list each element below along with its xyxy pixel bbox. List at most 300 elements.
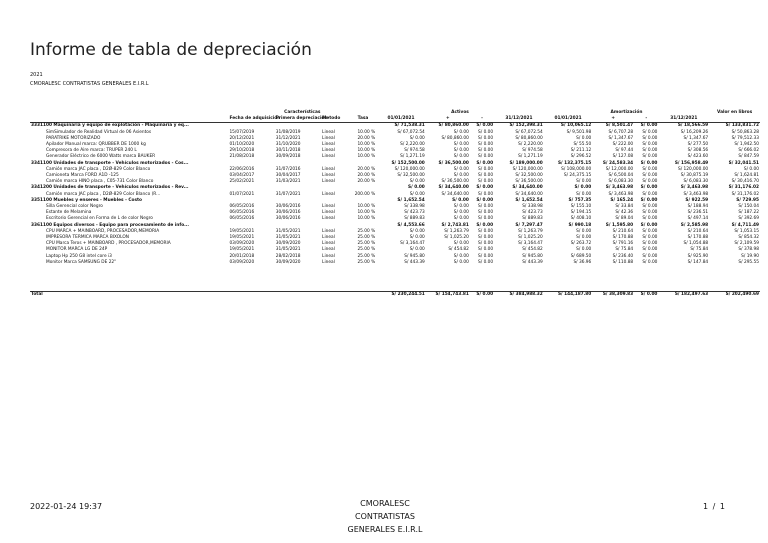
group-name: 3341100 Unidades de transporte - Vehículos motorizados - Cos... [31, 160, 189, 166]
cell-amortizacion-fin: S/ 423.60 [687, 154, 709, 160]
cell-amortizacion-fin: S/ 277.50 [687, 142, 709, 148]
cell-activos-menos: S/ 0.00 [478, 129, 494, 135]
cell-valor-libros: S/ 1,053.15 [734, 228, 759, 234]
cell-amortizacion-inicio: S/ 0.00 [576, 191, 592, 197]
cell-activos-inicio: S/ 974.58 [404, 148, 425, 154]
cell-valor-libros: S/ 19.90 [741, 253, 759, 259]
cell-fecha-adquisicion: 25/02/2021 [229, 179, 255, 185]
cell-tasa: 25.00 % [357, 247, 376, 253]
cell-tasa: 10.00 % [357, 216, 376, 222]
cell-activos-inicio: S/ 0.00 [409, 191, 425, 197]
cell-primera-depreciacion: 31/10/2020 [275, 142, 301, 148]
group-total-activos-mas: S/ 80,860.00 [438, 123, 469, 129]
group-total-amortizacion-mas: S/ 24,583.34 [602, 160, 634, 166]
page-separator: / [712, 502, 716, 511]
group-total-activos-mas: S/ 34,640.00 [438, 185, 469, 191]
cell-tasa: 10.00 % [357, 210, 376, 216]
cell-description: Generador Eléctrico de 6000 Watts marca BAUKER [46, 154, 156, 160]
cell-activos-fin: S/ 34,640.00 [515, 191, 543, 197]
group-total-amortizacion-fin: S/ 156,958.49 [674, 160, 709, 166]
cell-amortizacion-inicio: S/ 9,501.98 [566, 129, 592, 135]
cell-description: Escritorio Gerencial en Forma de L de color Negro [46, 216, 153, 222]
cell-description: Laptop Hp 250 G8 intel core i3 [46, 253, 112, 259]
cell-fecha-adquisicion: 20/01/2018 [229, 253, 255, 259]
cell-primera-depreciacion: 31/07/2016 [275, 166, 301, 172]
cell-fecha-adquisicion: 03/04/2017 [229, 173, 255, 179]
cell-activos-inicio: S/ 423.73 [404, 210, 425, 216]
group-total-amortizacion-inicio: S/ 10,065.12 [560, 123, 592, 129]
cell-tasa: 20.00 % [357, 179, 376, 185]
cell-activos-mas: S/ 36,500.00 [441, 179, 469, 185]
cell-metodo: Lineal [322, 166, 335, 172]
cell-primera-depreciacion: 31/05/2021 [275, 228, 301, 234]
group-total-activos-menos: S/ 0.00 [476, 123, 494, 129]
cell-amortizacion-menos: S/ 0.00 [642, 253, 658, 259]
cell-description: IMPRESORA TERMICA MARCA BIXOLON [46, 235, 129, 241]
cell-description: PARATRIKE MOTORIZADO [46, 135, 101, 141]
cell-activos-menos: S/ 0.00 [478, 259, 494, 265]
cell-amortizacion-mas: S/ 33.84 [615, 204, 634, 210]
header-valor-libros: Valor en libros [717, 110, 753, 115]
cell-activos-menos: S/ 0.00 [478, 191, 494, 197]
group-total-activos-mas: S/ 0.00 [452, 197, 469, 203]
cell-amortizacion-inicio: S/ 689.50 [570, 253, 592, 259]
column-header-row [30, 116, 760, 123]
cell-amortizacion-menos: S/ 0.00 [642, 228, 658, 234]
cell-amortizacion-menos: S/ 0.00 [642, 216, 658, 222]
cell-metodo: Lineal [322, 173, 335, 179]
header-caracteristicas: Características [284, 110, 321, 115]
grand-total-activos-inicio: S/ 230,244.51 [376, 291, 426, 298]
col-activos-mas: + [426, 116, 470, 123]
cell-amortizacion-fin: S/ 308.56 [687, 148, 709, 154]
group-total-activos-fin: S/ 152,398.31 [509, 123, 543, 129]
group-total-valor-libros: S/ 133,831.72 [725, 123, 759, 129]
cell-amortizacion-menos: S/ 0.00 [642, 210, 658, 216]
cell-primera-depreciacion: 31/03/2021 [275, 179, 301, 185]
cell-metodo: Lineal [322, 142, 335, 148]
cell-amortizacion-menos: S/ 0.00 [642, 154, 658, 160]
cell-activos-mas: S/ 1,263.79 [444, 228, 469, 234]
group-total-activos-fin: S/ 189,000.00 [509, 160, 543, 166]
cell-fecha-adquisicion: 06/05/2016 [229, 210, 255, 216]
cell-activos-mas: S/ 0.00 [453, 204, 469, 210]
cell-valor-libros: S/ 79,512.33 [731, 135, 759, 141]
group-total-valor-libros: S/ 4,711.49 [731, 222, 759, 228]
col-activos-fin: 31/12/2021 [494, 116, 544, 123]
group-total-valor-libros: S/ 729.95 [736, 197, 759, 203]
cell-amortizacion-fin: S/ 3,463.98 [683, 191, 709, 197]
cell-fecha-adquisicion: 29/10/2018 [229, 148, 255, 154]
group-total-activos-inicio: S/ 152,500.00 [391, 160, 425, 166]
group-total-activos-fin: S/ 7,297.47 [515, 222, 543, 228]
cell-amortizacion-fin: S/ 925.90 [687, 253, 709, 259]
cell-fecha-adquisicion: 06/05/2016 [229, 216, 255, 222]
group-total-amortizacion-inicio: S/ 132,375.15 [557, 160, 592, 166]
cell-activos-fin: S/ 423.73 [522, 210, 543, 216]
group-total-activos-inicio: S/ 4,553.66 [397, 222, 425, 228]
cell-amortizacion-menos: S/ 0.00 [642, 135, 658, 141]
cell-fecha-adquisicion: 19/05/2021 [229, 228, 255, 234]
cell-activos-menos: S/ 0.00 [478, 204, 494, 210]
cell-activos-fin: S/ 80,860.00 [515, 135, 543, 141]
cell-description: SimSimulador de Realidad Virtual de 06 Asientos [46, 129, 152, 135]
cell-amortizacion-inicio: S/ 0.00 [576, 179, 592, 185]
cell-activos-fin: S/ 1,271.19 [518, 154, 543, 160]
cell-metodo: Lineal [322, 154, 335, 160]
cell-amortizacion-inicio: S/ 0.00 [576, 247, 592, 253]
cell-tasa: 25.00 % [357, 241, 376, 247]
cell-activos-fin: S/ 1,025.20 [518, 235, 543, 241]
cell-activos-fin: S/ 338.98 [522, 204, 543, 210]
group-total-amortizacion-menos: S/ 0.00 [640, 185, 658, 191]
cell-fecha-adquisicion: 01/07/2021 [229, 191, 255, 197]
cell-amortizacion-inicio: S/ 194.15 [570, 210, 592, 216]
cell-activos-fin: S/ 454.82 [522, 247, 543, 253]
group-total-activos-inicio: S/ 1,652.54 [397, 197, 425, 203]
cell-activos-fin: S/ 120,000.00 [512, 166, 543, 172]
cell-amortizacion-mas: S/ 6,083.30 [608, 179, 634, 185]
cell-amortizacion-menos: S/ 0.00 [642, 148, 658, 154]
col-metodo: Metodo [321, 116, 350, 123]
cell-amortizacion-menos: S/ 0.00 [642, 235, 658, 241]
cell-amortizacion-menos: S/ 0.00 [642, 247, 658, 253]
cell-valor-libros: S/ 0.00 [743, 166, 759, 172]
cell-amortizacion-mas: S/ 6,707.28 [608, 129, 634, 135]
cell-amortizacion-fin: S/ 210.64 [687, 228, 709, 234]
group-total-amortizacion-inicio: S/ 757.35 [568, 197, 592, 203]
cell-valor-libros: S/ 392.69 [738, 216, 759, 222]
cell-amortizacion-mas: S/ 89.04 [615, 216, 634, 222]
cell-tasa: 10.00 % [357, 154, 376, 160]
cell-metodo: Lineal [322, 241, 335, 247]
cell-activos-inicio: S/ 120,000.00 [394, 166, 425, 172]
group-total-amortizacion-fin: S/ 3,463.98 [680, 185, 709, 191]
cell-fecha-adquisicion: 19/05/2021 [229, 247, 255, 253]
cell-amortizacion-fin: S/ 188.94 [687, 204, 709, 210]
cell-amortizacion-menos: S/ 0.00 [642, 142, 658, 148]
cell-activos-fin: S/ 945.80 [522, 253, 543, 259]
cell-amortizacion-inicio: S/ 155.10 [570, 204, 592, 210]
cell-activos-mas: S/ 0.00 [453, 216, 469, 222]
cell-activos-menos: S/ 0.00 [478, 142, 494, 148]
cell-amortizacion-mas: S/ 127.08 [612, 154, 634, 160]
cell-activos-inicio: S/ 443.39 [404, 259, 425, 265]
group-total-activos-mas: S/ 36,500.00 [438, 160, 469, 166]
cell-metodo: Lineal [322, 148, 335, 154]
cell-tasa: 10.00 % [357, 148, 376, 154]
cell-amortizacion-inicio: S/ 24,375.15 [563, 173, 592, 179]
cell-fecha-adquisicion: 15/07/2019 [229, 129, 255, 135]
cell-metodo: Lineal [322, 210, 335, 216]
cell-activos-fin: S/ 1,263.79 [518, 228, 543, 234]
cell-tasa: 25.00 % [357, 253, 376, 259]
cell-amortizacion-menos: S/ 0.00 [642, 259, 658, 265]
group-total-activos-fin: S/ 34,640.00 [512, 185, 543, 191]
cell-activos-menos: S/ 0.00 [478, 135, 494, 141]
col-primera-depreciacion: Primera depreciación [275, 116, 328, 122]
cell-activos-inicio: S/ 0.00 [409, 228, 425, 234]
cell-activos-inicio: S/ 32,500.00 [397, 173, 425, 179]
cell-tasa: 25.00 % [357, 228, 376, 234]
group-total-amortizacion-fin: S/ 2,585.98 [680, 222, 709, 228]
cell-activos-inicio: S/ 0.00 [409, 135, 425, 141]
cell-description: CPU Marca Teros + MAINBOARD , PROCESADOR,MEMORIA [46, 241, 171, 247]
group-name: 3341200 Unidades de transporte - Vehículos motorizados - Rev... [31, 185, 189, 191]
cell-activos-fin: S/ 889.83 [522, 216, 543, 222]
grand-total-activos-mas: S/ 154,743.81 [426, 291, 470, 298]
cell-amortizacion-inicio: S/ 263.72 [570, 241, 592, 247]
spacer-row [30, 285, 760, 292]
cell-amortizacion-inicio: S/ 55.50 [573, 142, 592, 148]
cell-amortizacion-mas: S/ 236.40 [612, 253, 634, 259]
cell-activos-menos: S/ 0.00 [478, 148, 494, 154]
total-row [30, 291, 760, 298]
cell-activos-fin: S/ 32,500.00 [515, 173, 543, 179]
cell-activos-menos: S/ 0.00 [478, 166, 494, 172]
grand-total-amortizacion-menos: S/ 0.00 [634, 291, 658, 298]
cell-amortizacion-mas: S/ 6,500.04 [608, 173, 634, 179]
cell-amortizacion-inicio: S/ 0.00 [576, 235, 592, 241]
group-total-amortizacion-menos: S/ 0.00 [640, 123, 658, 129]
cell-activos-mas: S/ 0.00 [453, 154, 469, 160]
cell-fecha-adquisicion: 19/05/2021 [229, 235, 255, 241]
cell-amortizacion-fin: S/ 30,875.19 [680, 173, 709, 179]
cell-activos-inicio: S/ 0.00 [409, 247, 425, 253]
cell-activos-menos: S/ 0.00 [478, 216, 494, 222]
cell-valor-libros: S/ 31,176.02 [731, 191, 759, 197]
cell-description: Apilador Manual marca: QRUBBER DE 1000 kg [46, 142, 146, 148]
cell-valor-libros: S/ 847.59 [738, 154, 759, 160]
group-total-activos-inicio: S/ 71,538.31 [394, 123, 425, 129]
cell-amortizacion-menos: S/ 0.00 [642, 173, 658, 179]
group-total-activos-menos: S/ 0.00 [476, 222, 494, 228]
grand-total-amortizacion-inicio: S/ 144,187.80 [544, 291, 593, 298]
group-total-amortizacion-fin: S/ 922.59 [685, 197, 709, 203]
group-total-amortizacion-mas: S/ 1,595.80 [605, 222, 634, 228]
cell-description: MONITOR MARCA LG DE 24P [46, 247, 108, 253]
group-total-amortizacion-menos: S/ 0.00 [640, 197, 658, 203]
group-total-amortizacion-mas: S/ 3,463.98 [605, 185, 634, 191]
footer-company-line: GENERALES E.I.R.L [347, 525, 423, 534]
cell-activos-mas: S/ 80,860.00 [441, 135, 469, 141]
cell-tasa: 25.00 % [357, 259, 376, 265]
cell-amortizacion-mas: S/ 3,463.98 [608, 191, 634, 197]
cell-tasa: 20.00 % [357, 166, 376, 172]
cell-activos-menos: S/ 0.00 [478, 154, 494, 160]
footer-datetime: 2022-01-24 19:37 [30, 502, 103, 511]
grand-total-activos-menos: S/ 0.00 [470, 291, 494, 298]
cell-metodo: Lineal [322, 191, 335, 197]
cell-activos-menos: S/ 0.00 [478, 210, 494, 216]
footer-company-line: CMORALESC [360, 499, 410, 508]
cell-valor-libros: S/ 295.55 [738, 259, 759, 265]
cell-fecha-adquisicion: 01/10/2020 [229, 142, 255, 148]
cell-activos-menos: S/ 0.00 [478, 247, 494, 253]
cell-valor-libros: S/ 2,109.59 [734, 241, 759, 247]
cell-fecha-adquisicion: 06/05/2016 [229, 204, 255, 210]
cell-amortizacion-inicio: S/ 211.12 [570, 148, 592, 154]
cell-fecha-adquisicion: 22/06/2016 [229, 166, 255, 172]
cell-fecha-adquisicion: 20/12/2021 [229, 135, 255, 141]
col-activos-inicio: 01/01/2021 [376, 116, 426, 123]
cell-activos-mas: S/ 0.00 [453, 148, 469, 154]
group-total-amortizacion-menos: S/ 0.00 [640, 222, 658, 228]
company-name: CMORALESC CONTRATISTAS GENERALES E.I.R.L [30, 81, 149, 87]
group-total-activos-menos: S/ 0.00 [476, 197, 494, 203]
cell-tasa: 10.00 % [357, 204, 376, 210]
cell-metodo: Lineal [322, 129, 335, 135]
cell-activos-mas: S/ 0.00 [453, 129, 469, 135]
group-total-amortizacion-mas: S/ 8,501.47 [605, 123, 634, 129]
col-fecha-adquisicion: Fecha de adquisición [229, 116, 281, 122]
cell-valor-libros: S/ 150.04 [738, 204, 759, 210]
page-title: Informe de tabla de depreciación [30, 40, 312, 60]
cell-description: Camión marca HINO placa , C05-731 Color Blanco [46, 179, 154, 185]
group-name: 3361100 Equipos diversos - Equipo para procesamiento de info... [31, 222, 190, 228]
cell-metodo: Lineal [322, 247, 335, 253]
col-tasa: Tasa [350, 116, 376, 123]
cell-amortizacion-mas: S/ 210.64 [612, 228, 634, 234]
cell-activos-inicio: S/ 889.83 [404, 216, 425, 222]
group-total-activos-inicio: S/ 0.00 [408, 185, 425, 191]
cell-tasa: 10.00 % [357, 129, 376, 135]
depreciation-table [30, 110, 760, 298]
cell-activos-fin: S/ 36,500.00 [515, 179, 543, 185]
cell-primera-depreciacion: 30/09/2018 [275, 154, 301, 160]
grand-total-activos-fin: S/ 384,988.32 [494, 291, 544, 298]
footer-company-line: CONTRATISTAS [355, 512, 415, 521]
cell-activos-inicio: S/ 338.98 [404, 204, 425, 210]
cell-primera-depreciacion: 31/05/2021 [275, 247, 301, 253]
cell-amortizacion-mas: S/ 1,347.67 [608, 135, 634, 141]
cell-primera-depreciacion: 31/08/2019 [275, 129, 301, 135]
cell-amortizacion-fin: S/ 147.84 [687, 259, 709, 265]
cell-primera-depreciacion: 30/06/2016 [275, 210, 301, 216]
cell-metodo: Lineal [322, 228, 335, 234]
cell-valor-libros: S/ 666.02 [738, 148, 759, 154]
group-row [30, 161, 760, 167]
cell-description: Silla Gerencial color Negro [46, 204, 103, 210]
cell-activos-inicio: S/ 945.80 [404, 253, 425, 259]
cell-amortizacion-inicio: S/ 108,000.00 [561, 166, 592, 172]
cell-activos-fin: S/ 974.58 [522, 148, 543, 154]
cell-metodo: Lineal [322, 204, 335, 210]
cell-tasa: 20.00 % [357, 173, 376, 179]
footer-company [330, 497, 440, 536]
col-activos-menos: - [470, 116, 494, 123]
cell-metodo: Lineal [322, 135, 335, 141]
cell-amortizacion-menos: S/ 0.00 [642, 191, 658, 197]
cell-amortizacion-fin: S/ 236.51 [687, 210, 709, 216]
cell-amortizacion-mas: S/ 42.36 [615, 210, 634, 216]
cell-activos-menos: S/ 0.00 [478, 173, 494, 179]
cell-primera-depreciacion: 30/06/2016 [275, 216, 301, 222]
cell-metodo: Lineal [322, 253, 335, 259]
cell-description: CPU MARCA + MAINBOARD, PROCESADOR,MEMORIA [46, 228, 160, 234]
cell-activos-menos: S/ 0.00 [478, 235, 494, 241]
cell-amortizacion-fin: S/ 6,083.30 [683, 179, 709, 185]
group-total-amortizacion-menos: S/ 0.00 [640, 160, 658, 166]
group-row [30, 123, 760, 130]
cell-activos-menos: S/ 0.00 [478, 179, 494, 185]
col-amortizacion-mas: + [592, 116, 634, 123]
cell-amortizacion-fin: S/ 120,000.00 [678, 166, 709, 172]
cell-amortizacion-mas: S/ 97.44 [615, 148, 634, 154]
cell-activos-fin: S/ 67,072.54 [515, 129, 543, 135]
cell-metodo: Lineal [322, 179, 335, 185]
cell-description: Camión marca JAC placa , D2Ø-829 Color Blanco [46, 166, 151, 172]
col-amortizacion-inicio: 01/01/2021 [544, 116, 593, 123]
cell-activos-inicio: S/ 1,271.19 [400, 154, 425, 160]
cell-primera-depreciacion: 30/09/2020 [275, 241, 301, 247]
cell-amortizacion-fin: S/ 1,054.88 [683, 241, 709, 247]
cell-primera-depreciacion: 30/06/2016 [275, 204, 301, 210]
cell-activos-mas: S/ 0.00 [453, 241, 469, 247]
spacer-cell [30, 285, 760, 292]
header-amortizacion: Amortización [610, 110, 643, 115]
cell-activos-inicio: S/ 67,072.54 [397, 129, 425, 135]
cell-amortizacion-inicio: S/ 296.52 [570, 154, 592, 160]
cell-fecha-adquisicion: 21/08/2018 [229, 154, 255, 160]
cell-fecha-adquisicion: 03/09/2020 [229, 259, 255, 265]
total-label: Total [30, 291, 376, 298]
group-total-amortizacion-inicio: S/ 0.00 [574, 185, 592, 191]
cell-description: Camioneta Marca FORD A1D -125 [46, 173, 119, 179]
cell-description: Camión marca JAC placa , D2Ø-829 Color Blanco (R... [46, 191, 161, 197]
cell-amortizacion-fin: S/ 16,209.26 [680, 129, 709, 135]
cell-amortizacion-menos: S/ 0.00 [642, 179, 658, 185]
grand-total-valor-libros: S/ 202,490.69 [709, 291, 760, 298]
cell-activos-mas: S/ 1,025.20 [444, 235, 469, 241]
cell-amortizacion-mas: S/ 170.88 [612, 235, 634, 241]
cell-activos-mas: S/ 454.82 [448, 247, 469, 253]
cell-amortizacion-mas: S/ 222.00 [612, 142, 634, 148]
cell-fecha-adquisicion: 03/09/2020 [229, 241, 255, 247]
cell-primera-depreciacion: 30/11/2018 [275, 148, 301, 154]
cell-activos-mas: S/ 0.00 [453, 253, 469, 259]
depreciation-table-container [30, 110, 760, 298]
cell-activos-menos: S/ 0.00 [478, 241, 494, 247]
cell-valor-libros: S/ 1,942.50 [734, 142, 759, 148]
cell-amortizacion-fin: S/ 497.14 [687, 216, 709, 222]
col-amortizacion-fin: 31/12/2021 [658, 116, 709, 123]
page-current: 1 [703, 502, 709, 511]
cell-activos-inicio: S/ 0.00 [409, 179, 425, 185]
cell-description: Monitor Marca SAMSUNG DE 22" [46, 259, 117, 265]
cell-description: Estante de Melamina [46, 210, 92, 216]
header-activos: Activos [451, 110, 469, 115]
grand-total-amortizacion-mas: S/ 38,309.83 [592, 291, 634, 298]
cell-activos-inicio: S/ 2,220.00 [400, 142, 425, 148]
cell-metodo: Lineal [322, 235, 335, 241]
cell-valor-libros: S/ 30,416.70 [731, 179, 759, 185]
cell-activos-inicio: S/ 0.00 [409, 235, 425, 241]
cell-activos-fin: S/ 3,164.47 [518, 241, 543, 247]
group-total-valor-libros: S/ 32,041.51 [728, 160, 759, 166]
cell-amortizacion-fin: S/ 170.88 [687, 235, 709, 241]
group-name: 3331100 Maquinaria y equipo de explotación - Maquinaria y eq... [31, 123, 189, 129]
cell-activos-mas: S/ 0.00 [453, 173, 469, 179]
group-total-activos-mas: S/ 2,743.81 [441, 222, 469, 228]
cell-metodo: Lineal [322, 259, 335, 265]
cell-amortizacion-inicio: S/ 0.00 [576, 135, 592, 141]
cell-activos-mas: S/ 0.00 [453, 142, 469, 148]
group-total-activos-fin: S/ 1,652.54 [515, 197, 543, 203]
cell-valor-libros: S/ 187.22 [738, 210, 759, 216]
cell-activos-mas: S/ 0.00 [453, 166, 469, 172]
cell-activos-fin: S/ 2,220.00 [518, 142, 543, 148]
